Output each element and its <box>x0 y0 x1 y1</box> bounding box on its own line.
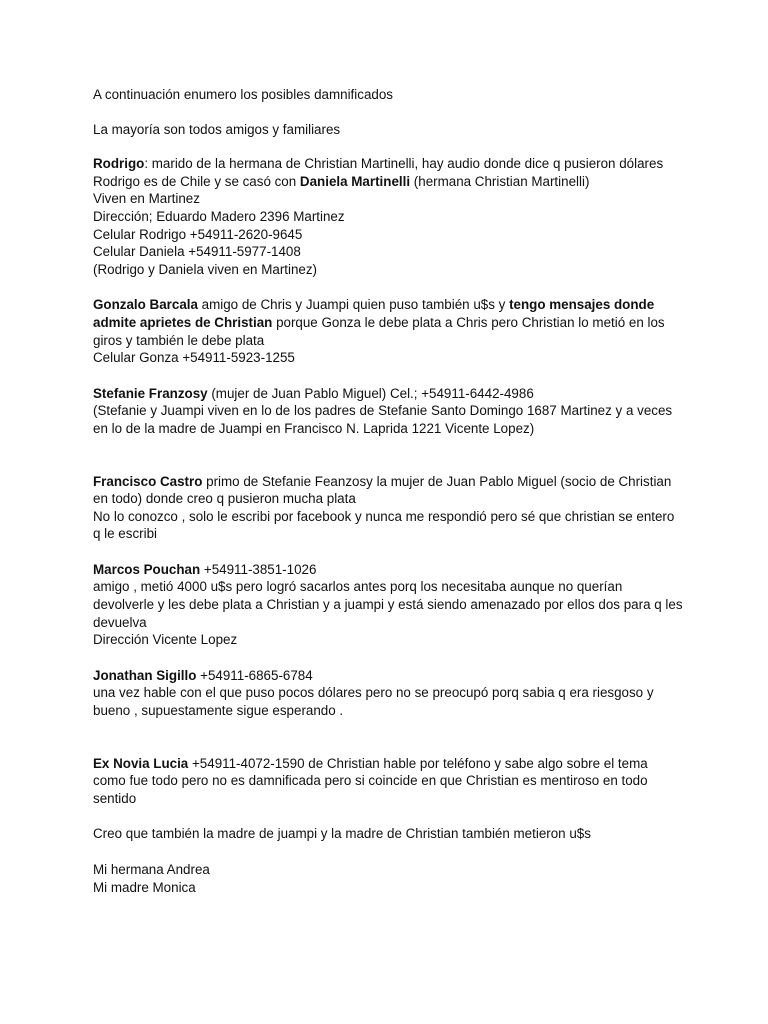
gonzalo-desc-post: porque Gonza le debe plata a Chris pero Christian lo metió en los giros y también le debe plata <box>93 314 665 348</box>
sister-line: Mi hermana Andrea <box>93 862 210 877</box>
rodrigo-description <box>93 155 683 173</box>
lucia-description <box>93 755 683 808</box>
daniela-name: Daniela Martinelli <box>299 173 411 189</box>
gonzalo-description <box>93 296 683 349</box>
rodrigo-line2-post: (hermana Christian Martinelli) <box>410 173 590 189</box>
jonathan-description: una vez hable con el que puso pocos dólares pero no se preocupó porq sabia q era riesgoso y bueno , supuestamente sigue esperando . <box>93 685 654 719</box>
gonzalo-desc-pre: amigo de Chris y Juampi quien puso también u$s y <box>197 297 510 313</box>
francisco-name: Francisco Castro <box>93 473 203 489</box>
marcos-description: amigo , metió 4000 u$s pero logró sacarlos antes porq los necesitaba aunque no querían devolverle y les debe plata a Christian y a juampi y está siendo amenazado por ellos dos para q les devuelva <box>93 579 683 630</box>
francisco-note: No lo conozco , solo le escribi por facebook y nunca me respondió pero sé que christian se entero q le escribi <box>93 508 675 542</box>
lucia-desc-text: +54911-4072-1590 de Christian hable por teléfono y sabe algo sobre el tema como fue todo pero no es damnificada pero si coincide en que Christian es mentiroso en todo sentido <box>93 755 648 806</box>
marcos-name: Marcos Pouchan <box>93 561 201 577</box>
rodrigo-address: Dirección; Eduardo Madero 2396 Martinez <box>93 208 345 224</box>
rodrigo-note: (Rodrigo y Daniela viven en Martinez) <box>93 261 318 277</box>
jonathan-header <box>93 667 683 685</box>
francisco-description <box>93 473 683 508</box>
summary-line: La mayoría son todos amigos y familiares <box>93 121 341 137</box>
rodrigo-desc-text: : marido de la hermana de Christian Martinelli, hay audio donde dice q pusieron dólares <box>144 156 664 172</box>
jonathan-name: Jonathan Sigillo <box>93 667 197 683</box>
gonzalo-desc-bold: tengo mensajes donde admite aprietes de Christian <box>93 297 655 330</box>
rodrigo-lives: Viven en Martinez <box>93 191 200 207</box>
document-body <box>93 86 683 896</box>
rodrigo-marriage-line <box>93 173 683 191</box>
stefanie-name: Stefanie Franzosy <box>93 385 208 401</box>
intro-line: A continuación enumero los posibles damnificados <box>93 87 393 102</box>
stefanie-description <box>93 385 683 403</box>
rodrigo-name: Rodrigo <box>93 156 145 172</box>
lucia-name: Ex Novia Lucia <box>93 755 189 771</box>
gonzalo-name: Gonzalo Barcala <box>93 297 198 313</box>
marcos-address: Dirección Vicente Lopez <box>93 632 238 648</box>
stefanie-note: (Stefanie y Juampi viven en lo de los padres de Stefanie Santo Domingo 1687 Martinez y a veces en lo de la madre de Juampi en Francisco N. Laprida 1221 Vicente Lopez) <box>93 403 673 436</box>
mother-line: Mi madre Monica <box>93 879 196 895</box>
mothers-line: Creo que también la madre de juampi y la madre de Christian también metieron u$s <box>93 826 591 842</box>
francisco-desc-text: primo de Stefanie Feanzosy la mujer de Juan Pablo Miguel (socio de Christian en todo) donde creo q pusieron mucha plata <box>93 473 672 507</box>
daniela-phone: Celular Daniela +54911-5977-1408 <box>93 244 301 260</box>
gonzalo-phone: Celular Gonza +54911-5923-1255 <box>93 350 295 366</box>
marcos-header <box>93 561 683 579</box>
stefanie-desc-text: (mujer de Juan Pablo Miguel) Cel.; +54911-6442-4986 <box>207 385 534 401</box>
rodrigo-line2-pre: Rodrigo es de Chile y se casó con <box>93 173 300 189</box>
marcos-phone: +54911-3851-1026 <box>200 561 317 577</box>
jonathan-phone: +54911-6865-6784 <box>196 667 313 683</box>
rodrigo-phone: Celular Rodrigo +54911-2620-9645 <box>93 226 303 242</box>
